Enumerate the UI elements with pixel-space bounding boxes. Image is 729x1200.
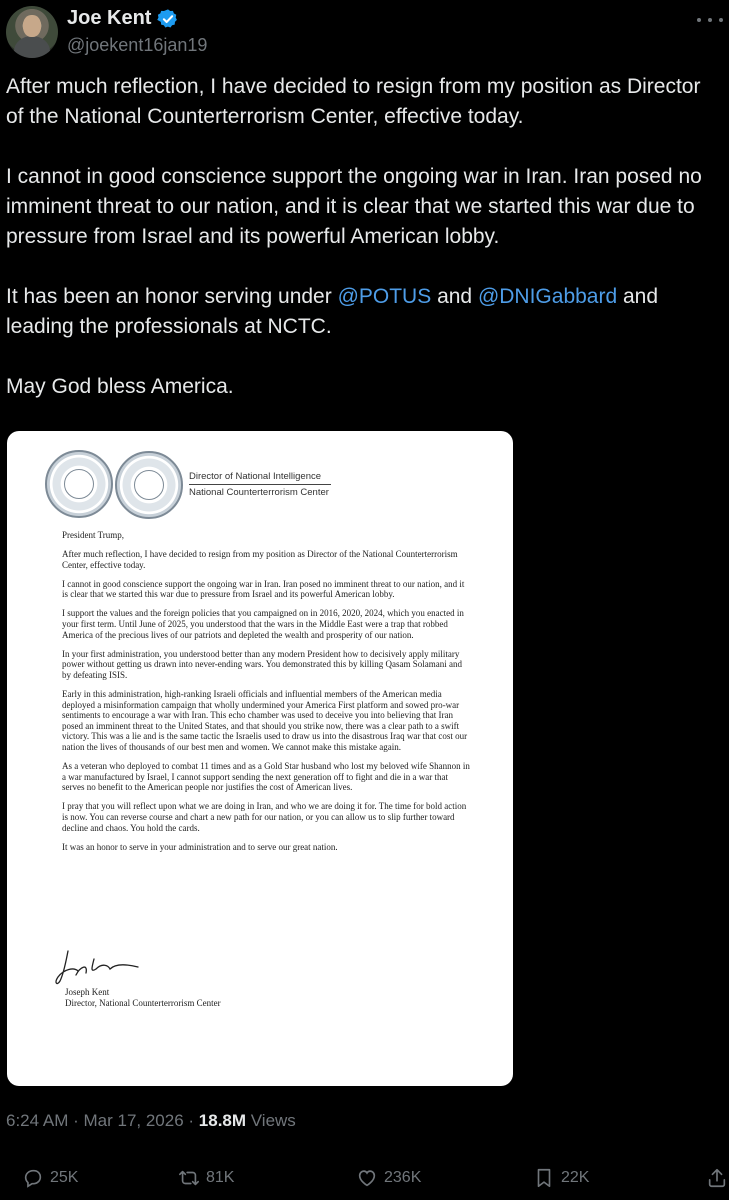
avatar[interactable] <box>6 6 58 58</box>
mention-link-potus[interactable]: @POTUS <box>337 285 432 308</box>
letter-paragraph: In your first administration, you understood better than any modern President how to decisively apply military power without getting us drawn into never-ending wars. You demonstrated this by killing Qasam Solamani and by defeating ISIS. <box>62 648 463 680</box>
tweet-text-segment: and <box>431 285 478 308</box>
meta-separator: · <box>183 1111 199 1130</box>
letter-paragraph: I cannot in good conscience support the ongoing war in Iran. Iran posed no imminent threat to our nation, and it is clear that we started this war due to pressure from Israel and its powerful American lobby. <box>62 578 465 600</box>
letter-paragraph: As a veteran who deployed to combat 11 times and as a Gold Star husband who lost my beloved wife Shannon in a war manufactured by Israel, I cannot support sending the next generation off to fight and die in a war that serves no benefit to the American people nor justifies the cost of American lives. <box>62 761 470 793</box>
display-name[interactable]: Joe Kent <box>67 7 152 29</box>
signer-block <box>65 987 221 1008</box>
repost-icon <box>178 1167 200 1189</box>
letter-paragraph: Early in this administration, high-ranking Israeli officials and influential members of the American media deployed a misinformation campaign that wholly undermined your America First platform and sowed pro-war sentiments to encourage a war with Iran. This echo chamber was used to deceive you into believing that Iran posed an imminent threat to the United States, and that should you strike now, there was a clear path to a swift victory. This was a lie and is the same tactic the Israelis used to draw us into the disastrous Iraq war that cost our nation the lives of thousands of our best men and women. We cannot make this mistake again. <box>62 689 468 752</box>
bookmark-button[interactable] <box>533 1167 589 1189</box>
tweet-text-segment: and leading the professionals at NCTC. <box>6 285 659 338</box>
repost-button[interactable] <box>178 1167 234 1189</box>
tweet-paragraph: May God bless America. <box>6 375 234 398</box>
bookmark-count: 22K <box>561 1169 590 1186</box>
post-time[interactable]: 6:24 AM <box>6 1111 69 1130</box>
reply-count: 25K <box>50 1169 79 1186</box>
tweet-paragraph: After much reflection, I have decided to resign from my position as Director of the National Counterterrorism Center, effective today. <box>6 75 701 128</box>
signer-title: Director, National Counterterrorism Center <box>65 997 221 1008</box>
like-count: 236K <box>384 1169 422 1186</box>
attached-letter-image[interactable] <box>7 431 513 1086</box>
verified-badge-icon <box>157 8 179 30</box>
mention-link-dnigabbard[interactable]: @DNIGabbard <box>477 285 618 308</box>
letterhead <box>189 469 331 500</box>
share-button[interactable] <box>706 1167 728 1189</box>
author-name-row[interactable] <box>67 7 179 30</box>
tweet-text <box>6 72 706 432</box>
views-label: Views <box>246 1111 296 1130</box>
signer-name: Joseph Kent <box>65 987 110 997</box>
nctc-seal-icon <box>115 451 183 519</box>
letter-paragraph: It was an honor to serve in your administration and to serve our great nation. <box>62 841 338 852</box>
heart-icon <box>356 1167 378 1189</box>
more-options-icon[interactable] <box>697 10 723 30</box>
author-handle[interactable]: @joekent16jan19 <box>67 35 208 55</box>
letterhead-org-line2: National Counterterrorism Center <box>189 487 329 498</box>
tweet-text-segment: It has been an honor serving under <box>6 285 338 308</box>
handwritten-signature-icon <box>52 945 162 989</box>
meta-separator: · <box>68 1111 84 1130</box>
letter-paragraph: After much reflection, I have decided to resign from my position as Director of the National Counterterrorism Center, effective today. <box>62 549 458 570</box>
share-icon <box>706 1167 728 1189</box>
repost-count: 81K <box>206 1169 235 1186</box>
tweet-header <box>6 4 729 60</box>
tweet-paragraph: I cannot in good conscience support the ongoing war in Iran. Iran posed no imminent threat to our nation, and it is clear that we started this war due to pressure from Israel and its powerful American lobby. <box>6 165 702 248</box>
tweet-paragraph <box>6 282 706 342</box>
tweet-meta <box>6 1111 296 1131</box>
bookmark-icon <box>533 1167 555 1189</box>
letterhead-org-line1: Director of National Intelligence <box>189 469 331 485</box>
tweet-action-bar <box>0 1167 729 1197</box>
views-count[interactable]: 18.8M <box>198 1111 247 1130</box>
reply-button[interactable] <box>22 1167 78 1189</box>
dni-seal-icon <box>45 450 113 518</box>
letter-paragraph: I support the values and the foreign policies that you campaigned on in 2016, 2020, 2024, which you enacted in your first term. Until June of 2025, you understood that the wars in the Middle East were a trap that robbed America of the precious lives of our patriots and depleted the wealth and prosperity of our nation. <box>62 608 464 640</box>
letter-paragraph: I pray that you will reflect upon what we are doing in Iran, and who we are doing it for. The time for bold action is now. You can reverse course and chart a new path for our nation, or you can allow us to slip further toward decline and chaos. You hold the cards. <box>62 801 467 833</box>
post-date[interactable]: Mar 17, 2026 <box>83 1111 184 1130</box>
letter-salutation: President Trump, <box>62 530 125 540</box>
like-button[interactable] <box>356 1167 421 1189</box>
reply-icon <box>22 1167 44 1189</box>
letter-body <box>62 530 472 861</box>
